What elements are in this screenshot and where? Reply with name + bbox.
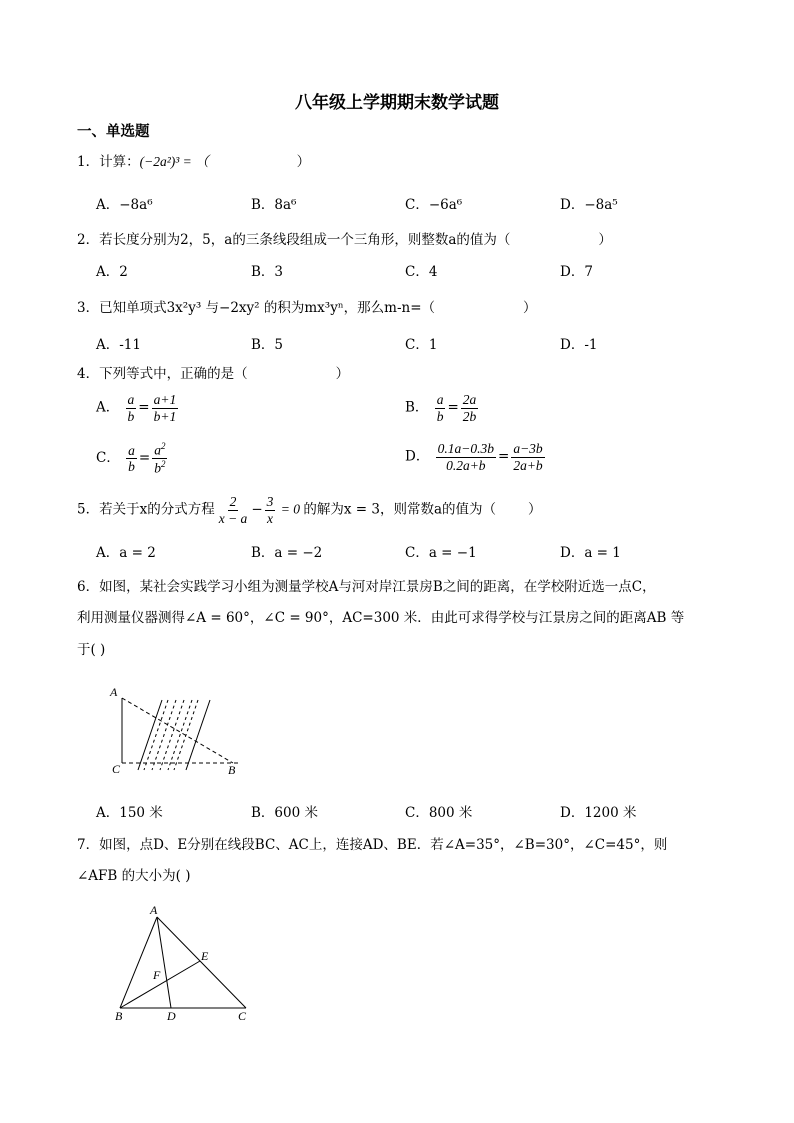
fraction: $\frac{2}{x - a}$ [218,494,248,526]
fraction: $\frac{a-3b}{2a+b}$ [513,441,543,473]
fraction: $\frac{a}{b}$ [127,392,135,424]
label-b: B [228,763,236,777]
q3-option-a: A．-11 [96,337,141,353]
fraction: $\frac{a^2}{b^2}$ [154,441,166,476]
q3-option-b: B．5 [251,337,284,353]
q7-line-2: ∠AFB 的大小为( ) [77,868,191,884]
label-c: C [238,1009,247,1023]
segment-ad [157,917,171,1008]
fraction: $\frac{0.1a-0.3b}{0.2a+b}$ [437,441,494,473]
question-4 [77,362,349,382]
q1-option-c: C．−6a⁶ [405,197,463,213]
q4-stem: 4．下列等式中，正确的是（ [77,366,248,382]
q3-option-d: D．-1 [560,337,598,353]
q5-option-d: D．a = 1 [560,545,621,561]
q5-stem-tail: 的解为x = 3，则常数a的值为（ [303,501,497,518]
segment-ab [122,698,233,763]
q7-line-1: 7．如图，点D、E分别在线段BC、AC上，连接AD、BE．若∠A=35°，∠B=30°，∠C=45°，则 [77,837,668,853]
label-a: A [150,903,158,917]
q1-option-d: D．−8a⁵ [560,197,618,213]
label-f: F [153,968,161,982]
q2-close: ） [598,232,612,248]
label-c: C [112,762,121,776]
label-b: B [115,1009,123,1023]
q4-option-b: B． $\frac{a}{b}$ = $\frac{2a}{2b}$ [405,392,477,424]
question-5: 5．若关于x的分式方程 $\frac{2}{x - a}$ − $\frac{3}{x}$ = 0 的解为x = 3，则常数a的值为（ ） [77,494,542,526]
q6-option-c: C．800 米 [405,805,473,821]
q1-option-b: B．8a⁶ [251,197,297,213]
q4-option-d: D． $\frac{0.1a-0.3b}{0.2a+b}$ = $\frac{a-3b}{2a+b}$ [405,441,543,473]
q5-option-b: B．a = −2 [251,545,323,561]
q2-option-c: C．4 [405,264,438,280]
question-2 [77,228,612,248]
q3-option-c: C．1 [405,337,438,353]
fraction: $\frac{a}{b}$ [128,442,135,475]
label-a: A [110,685,118,699]
q3-stem: 3．已知单项式3x²y³ 与−2xy² 的积为mx³yⁿ，那么m-n=（ [77,300,436,316]
river-bank [186,700,210,770]
q5-option-a: A．a = 2 [96,545,156,561]
fraction: $\frac{a}{b}$ [436,392,444,424]
q6-figure-river-triangle [100,680,250,780]
q1-close: ） [296,154,311,170]
fraction: $\frac{3}{x}$ [266,494,274,526]
q4-close: ） [335,366,350,382]
fraction: $\frac{2a}{2b}$ [462,392,477,424]
q2-stem: 2．若长度分别为2，5，a的三条线段组成一个三角形，则整数a的值为（ [77,232,511,248]
river-bank [138,700,162,770]
page-title: 八年级上学期期末数学试题 [295,93,499,113]
q5-stem: 5．若关于x的分式方程 [77,501,215,518]
q2-option-d: D．7 [560,264,593,280]
segment-ab [120,917,157,1008]
label-e: E [201,949,209,963]
section-heading: 一、单选题 [77,124,150,140]
q6-option-b: B．600 米 [251,805,318,821]
river-line [174,700,198,770]
q3-close: ） [523,300,537,316]
question-3 [77,296,537,316]
q1-expr: (−2a²)³ = （ [139,154,209,169]
q1-option-a: A．−8a⁶ [96,197,153,213]
q2-option-a: A．2 [96,264,128,280]
q6-line-2: 利用测量仪器测得∠A = 60°，∠C = 90°，AC=300 米．由此可求得学校与江景房之间的距离AB 等 [77,610,685,626]
q5-close: ） [528,501,542,518]
q6-option-a: A．150 米 [96,805,163,821]
q6-option-d: D．1200 米 [560,805,637,821]
q2-option-b: B．3 [251,264,284,280]
q7-figure-triangle [110,900,260,1025]
q6-line-3: 于( ) [77,642,106,658]
q5-option-c: C．a = −1 [405,545,477,561]
fraction: $\frac{a+1}{b+1}$ [153,392,177,424]
q1-stem: 1．计算： [77,154,140,170]
q4-option-c: C． $\frac{a}{b}$ = $\frac{a^2}{b^2}$ [96,441,166,476]
question-1 [77,150,310,170]
label-d: D [167,1009,176,1023]
q4-option-a: A． $\frac{a}{b}$ = $\frac{a+1}{b+1}$ [96,392,177,424]
q6-line-1: 6．如图，某社会实践学习小组为测量学校A与河对岸江景房B之间的距离，在学校附近选一点C， [77,579,656,595]
